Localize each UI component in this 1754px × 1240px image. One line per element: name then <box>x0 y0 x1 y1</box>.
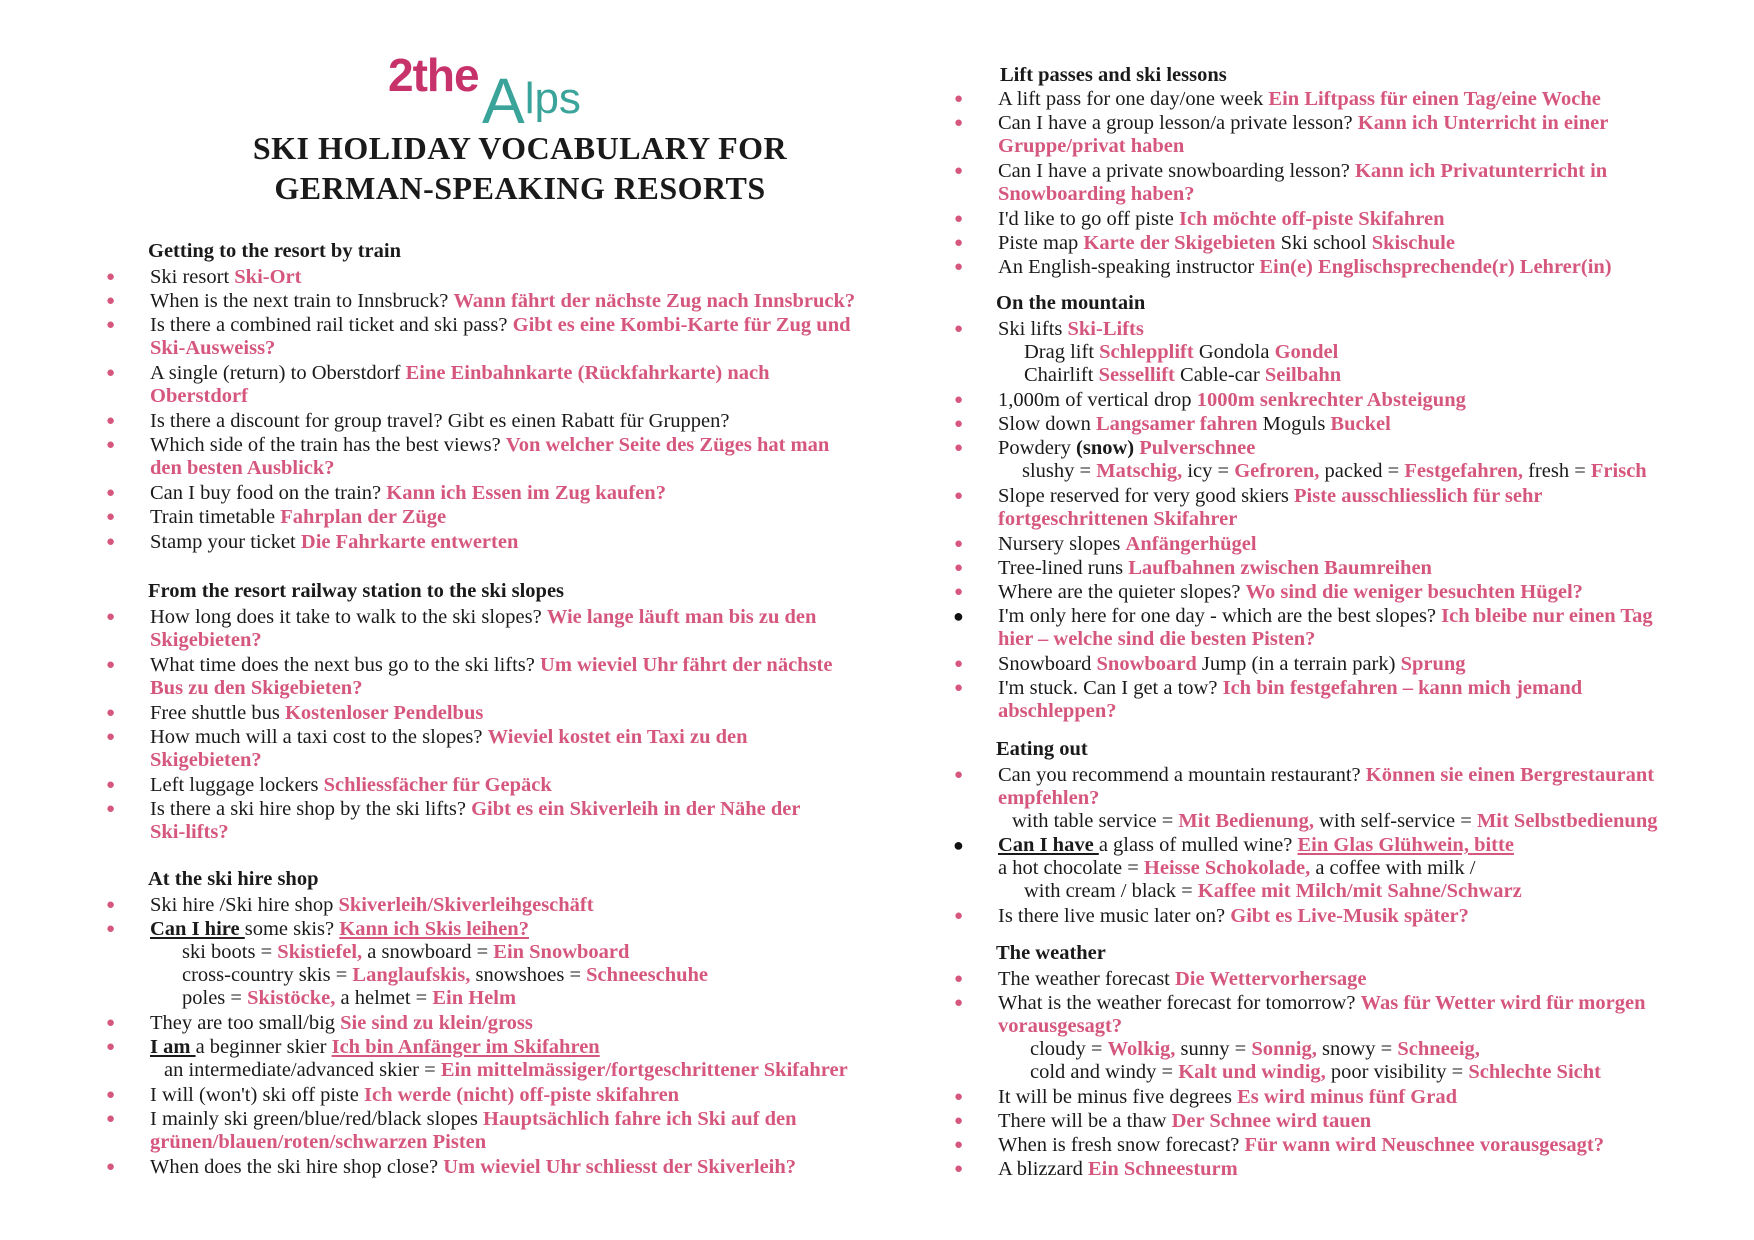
bullet-icon: ● <box>954 163 964 179</box>
list-subitem: a hot chocolate = Heisse Schokolade, a coffee with milk / <box>998 857 1476 879</box>
section-heading-lift: Lift passes and ski lessons <box>1000 64 1227 86</box>
bullet-icon: ● <box>106 729 116 745</box>
bullet-icon: ● <box>954 584 964 600</box>
list-subitem: Drag lift Schlepplift Gondola Gondel <box>1024 341 1339 363</box>
list-item: Where are the quieter slopes? Wo sind die weniger besuchten Hügel? <box>998 581 1583 603</box>
list-item-continuation: den besten Ausblick? <box>150 457 335 479</box>
list-subitem: Chairlift Sessellift Cable-car Seilbahn <box>1024 364 1342 386</box>
bullet-icon: ● <box>954 767 964 783</box>
list-item: Free shuttle bus Kostenloser Pendelbus <box>150 702 484 724</box>
bullet-icon: ● <box>954 1113 964 1129</box>
list-item: When is fresh snow forecast? Für wann wird Neuschnee vorausgesagt? <box>998 1134 1605 1156</box>
list-item: Can I have a glass of mulled wine? Ein Glas Glühwein, bitte <box>998 834 1514 856</box>
list-item: Is there a ski hire shop by the ski lifts? Gibt es ein Skiverleih in der Nähe der <box>150 798 801 820</box>
title-line-1: SKI HOLIDAY VOCABULARY FOR <box>252 130 788 166</box>
list-item: Ski hire /Ski hire shop Skiverleih/Skiverleihgeschäft <box>150 894 594 916</box>
list-item-continuation: hier – welche sind die besten Pisten? <box>998 628 1316 650</box>
list-item-continuation: Oberstdorf <box>150 385 248 407</box>
list-item: There will be a thaw Der Schnee wird tauen <box>998 1110 1372 1132</box>
bullet-icon: ● <box>106 269 116 285</box>
section-heading-weather: The weather <box>996 942 1106 964</box>
bullet-icon: ● <box>106 509 116 525</box>
bullet-icon: ● <box>954 1161 964 1177</box>
list-item: An English-speaking instructor Ein(e) Englischsprechende(r) Lehrer(in) <box>998 256 1612 278</box>
logo-text-alps: Alps <box>482 65 581 137</box>
list-item-continuation: Ski-Ausweiss? <box>150 337 276 359</box>
bullet-icon: ● <box>954 971 964 987</box>
bullet-icon: ● <box>954 560 964 576</box>
bullet-icon: ● <box>106 485 116 501</box>
list-item: Nursery slopes Anfängerhügel <box>998 533 1257 555</box>
bullet-icon: ● <box>954 908 964 924</box>
list-subitem: cloudy = Wolkig, sunny = Sonnig, snowy = Schneeig, <box>1030 1038 1480 1060</box>
list-item: What time does the next bus go to the ski lifts? Um wieviel Uhr fährt der nächste <box>150 654 833 676</box>
list-item: When is the next train to Innsbruck? Wann fährt der nächste Zug nach Innsbruck? <box>150 290 856 312</box>
list-item: They are too small/big Sie sind zu klein/gross <box>150 1012 533 1034</box>
bullet-icon: ● <box>106 1039 116 1055</box>
bullet-icon: ● <box>954 488 964 504</box>
bullet-icon: ● <box>954 115 964 131</box>
brand-logo <box>388 40 618 137</box>
list-item-continuation: grünen/blauen/roten/schwarzen Pisten <box>150 1131 487 1153</box>
list-item: Stamp your ticket Die Fahrkarte entwerten <box>150 531 519 553</box>
list-item: Slope reserved for very good skiers Piste ausschliesslich für sehr <box>998 485 1543 507</box>
list-item: A single (return) to Oberstdorf Eine Einbahnkarte (Rückfahrkarte) nach <box>150 362 770 384</box>
bullet-icon: ● <box>953 606 964 626</box>
title-line-2: GERMAN-SPEAKING RESORTS <box>274 170 766 206</box>
bullet-icon: ● <box>106 897 116 913</box>
section-heading-mountain: On the mountain <box>996 292 1146 314</box>
bullet-icon: ● <box>954 995 964 1011</box>
list-item-continuation: empfehlen? <box>998 787 1100 809</box>
list-item-continuation: vorausgesagt? <box>998 1015 1123 1037</box>
list-item: Can I have a group lesson/a private lesson? Kann ich Unterricht in einer <box>998 112 1609 134</box>
section-heading-train: Getting to the resort by train <box>148 240 401 262</box>
bullet-icon: ● <box>954 680 964 696</box>
list-item: A lift pass for one day/one week Ein Liftpass für einen Tag/eine Woche <box>998 88 1601 110</box>
bullet-icon: ● <box>954 536 964 552</box>
bullet-icon: ● <box>106 317 116 333</box>
bullet-icon: ● <box>106 657 116 673</box>
bullet-icon: ● <box>954 235 964 251</box>
bullet-icon: ● <box>954 1137 964 1153</box>
list-item: Can I hire some skis? Kann ich Skis leihen? <box>150 918 529 940</box>
list-item: I am a beginner skier Ich bin Anfänger im Skifahren <box>150 1036 600 1058</box>
bullet-icon: ● <box>106 1087 116 1103</box>
list-item: 1,000m of vertical drop 1000m senkrechter Absteigung <box>998 389 1466 411</box>
section-heading-hire: At the ski hire shop <box>148 868 319 890</box>
list-item: Train timetable Fahrplan der Züge <box>150 506 447 528</box>
list-item-continuation: abschleppen? <box>998 700 1117 722</box>
bullet-icon: ● <box>954 656 964 672</box>
list-item: Snowboard Snowboard Jump (in a terrain park) Sprung <box>998 653 1466 675</box>
bullet-icon: ● <box>106 1015 116 1031</box>
bullet-icon: ● <box>954 1089 964 1105</box>
list-item: A blizzard Ein Schneesturm <box>998 1158 1238 1180</box>
list-item: I'm only here for one day - which are the best slopes? Ich bleibe nur einen Tag <box>998 605 1653 627</box>
list-item: Is there a discount for group travel? Gibt es einen Rabatt für Gruppen? <box>150 410 730 432</box>
bullet-icon: ● <box>106 1159 116 1175</box>
list-item: Left luggage lockers Schliessfächer für Gepäck <box>150 774 552 796</box>
list-item: Slow down Langsamer fahren Moguls Buckel <box>998 413 1391 435</box>
list-item: Can I have a private snowboarding lesson? Kann ich Privatunterricht in <box>998 160 1608 182</box>
list-item: Ski lifts Ski-Lifts <box>998 318 1144 340</box>
bullet-icon: ● <box>106 365 116 381</box>
list-item: Ski resort Ski-Ort <box>150 266 302 288</box>
bullet-icon: ● <box>954 440 964 456</box>
bullet-icon: ● <box>954 416 964 432</box>
bullet-icon: ● <box>106 1111 116 1127</box>
list-item: I will (won't) ski off piste Ich werde (nicht) off-piste skifahren <box>150 1084 680 1106</box>
list-item: It will be minus five degrees Es wird minus fünf Grad <box>998 1086 1457 1108</box>
bullet-icon: ● <box>106 609 116 625</box>
list-item: Is there a combined rail ticket and ski pass? Gibt es eine Kombi-Karte für Zug und <box>150 314 851 336</box>
list-subitem: an intermediate/advanced skier = Ein mittelmässiger/fortgeschrittener Skifahrer <box>164 1059 848 1081</box>
list-item: When does the ski hire shop close? Um wieviel Uhr schliesst der Skiverleih? <box>150 1156 797 1178</box>
list-item: Is there live music later on? Gibt es Live-Musik später? <box>998 905 1469 927</box>
list-item: What is the weather forecast for tomorrow? Was für Wetter wird für morgen <box>998 992 1646 1014</box>
bullet-icon: ● <box>106 293 116 309</box>
list-subitem: cross-country skis = Langlaufskis, snowshoes = Schneeschuhe <box>182 964 709 986</box>
bullet-icon: ● <box>106 534 116 550</box>
list-subitem: slushy = Matschig, icy = Gefroren, packed = Festgefahren, fresh = Frisch <box>1022 460 1647 482</box>
list-item: Piste map Karte der Skigebieten Ski school Skischule <box>998 232 1455 254</box>
list-item: I'd like to go off piste Ich möchte off-piste Skifahren <box>998 208 1445 230</box>
bullet-icon: ● <box>106 921 116 937</box>
list-item: Which side of the train has the best views? Von welcher Seite des Züges hat man <box>150 434 830 456</box>
list-item: How much will a taxi cost to the slopes? Wieviel kostet ein Taxi zu den <box>150 726 748 748</box>
list-subitem: with cream / black = Kaffee mit Milch/mit Sahne/Schwarz <box>1024 880 1522 902</box>
bullet-icon: ● <box>106 801 116 817</box>
list-item: I'm stuck. Can I get a tow? Ich bin festgefahren – kann mich jemand <box>998 677 1583 699</box>
list-item-continuation: Ski-lifts? <box>150 821 229 843</box>
bullet-icon: ● <box>954 321 964 337</box>
bullet-icon: ● <box>954 211 964 227</box>
list-item: I mainly ski green/blue/red/black slopes Hauptsächlich fahre ich Ski auf den <box>150 1108 797 1130</box>
list-item: Can you recommend a mountain restaurant? Können sie einen Bergrestaurant <box>998 764 1655 786</box>
page-title <box>150 128 890 208</box>
list-item: The weather forecast Die Wettervorhersage <box>998 968 1367 990</box>
list-item-continuation: Gruppe/privat haben <box>998 135 1185 157</box>
bullet-icon: ● <box>954 259 964 275</box>
bullet-icon: ● <box>106 413 116 429</box>
bullet-icon: ● <box>954 392 964 408</box>
list-item: How long does it take to walk to the ski slopes? Wie lange läuft man bis zu den <box>150 606 817 628</box>
bullet-icon: ● <box>106 705 116 721</box>
logo-text-2the: 2the <box>388 49 479 101</box>
section-heading-eating: Eating out <box>996 738 1088 760</box>
bullet-icon: ● <box>953 835 964 855</box>
bullet-icon: ● <box>106 777 116 793</box>
list-item: Powdery (snow) Pulverschnee <box>998 437 1256 459</box>
list-item-continuation: fortgeschrittenen Skifahrer <box>998 508 1238 530</box>
list-subitem: ski boots = Skistiefel, a snowboard = Ein Snowboard <box>182 941 630 963</box>
list-subitem: poles = Skistöcke, a helmet = Ein Helm <box>182 987 517 1009</box>
list-item: Tree-lined runs Laufbahnen zwischen Baumreihen <box>998 557 1432 579</box>
list-item: Can I buy food on the train? Kann ich Essen im Zug kaufen? <box>150 482 666 504</box>
section-heading-station: From the resort railway station to the ski slopes <box>148 580 565 602</box>
list-item-continuation: Snowboarding haben? <box>998 183 1195 205</box>
list-item-continuation: Skigebieten? <box>150 629 262 651</box>
list-item-continuation: Skigebieten? <box>150 749 262 771</box>
list-subitem: with table service = Mit Bedienung, with self-service = Mit Selbstbedienung <box>1012 810 1658 832</box>
bullet-icon: ● <box>954 91 964 107</box>
list-subitem: cold and windy = Kalt und windig, poor visibility = Schlechte Sicht <box>1030 1061 1601 1083</box>
list-item-continuation: Bus zu den Skigebieten? <box>150 677 363 699</box>
bullet-icon: ● <box>106 437 116 453</box>
